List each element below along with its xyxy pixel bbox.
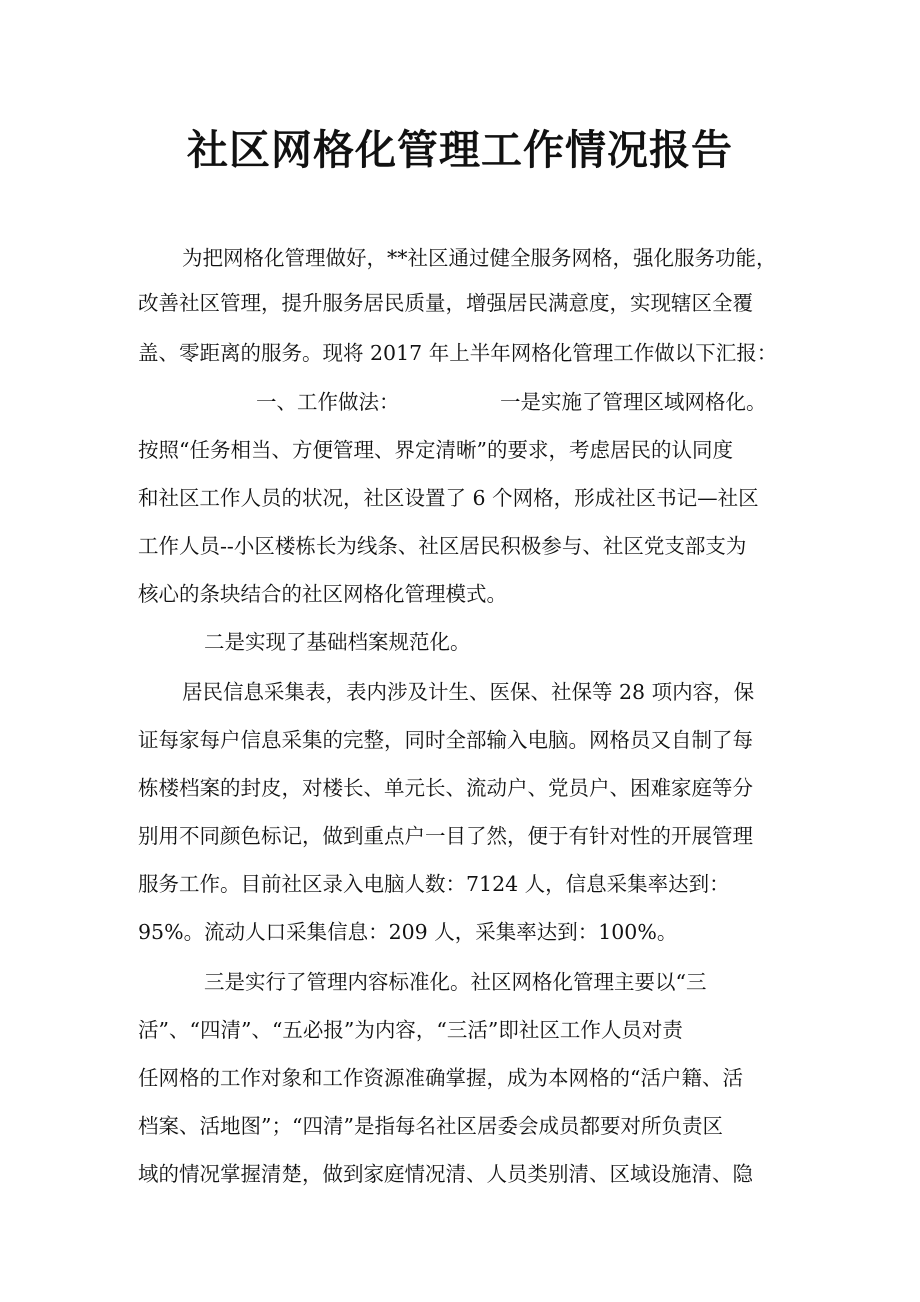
paragraph-line: 和社区工作人员的状况，社区设置了 6 个网格，形成社区书记—社区: [138, 486, 759, 510]
subsection-heading: 二是实现了基础档案规范化。: [204, 630, 471, 654]
paragraph-line: 核心的条块结合的社区网格化管理模式。: [138, 582, 507, 606]
paragraph-line: 别用不同颜色标记，做到重点户一目了然，便于有针对性的开展管理: [138, 824, 753, 848]
paragraph-line: 按照“任务相当、方便管理、界定清晰”的要求，考虑居民的认同度: [138, 438, 733, 462]
paragraph-line: 域的情况掌握清楚，做到家庭情况清、人员类别清、区域设施清、隐: [138, 1162, 753, 1186]
paragraph-line: 任网格的工作对象和工作资源准确掌握，成为本网格的“活户籍、活: [138, 1066, 743, 1090]
paragraph-line: 改善社区管理，提升服务居民质量，增强居民满意度，实现辖区全覆: [138, 291, 753, 315]
section-heading: 一、工作做法：: [256, 390, 400, 414]
paragraph-line: 为把网格化管理做好，**社区通过健全服务网格，强化服务功能，: [182, 246, 777, 270]
paragraph-line: 证每家每户信息采集的完整，同时全部输入电脑。网格员又自制了每: [138, 728, 753, 752]
paragraph-line: 栋楼档案的封皮，对楼长、单元长、流动户、党员户、困难家庭等分: [138, 776, 753, 800]
paragraph-line: 盖、零距离的服务。现将 2017 年上半年网格化管理工作做以下汇报：: [138, 341, 778, 365]
document-title: 社区网格化管理工作情况报告: [187, 126, 733, 174]
paragraph-line: 工作人员--小区楼栋长为线条、社区居民积极参与、社区党支部支为: [138, 534, 747, 558]
paragraph-line: 95%。流动人口采集信息：209 人，采集率达到：100%。: [138, 920, 678, 944]
paragraph-line: 服务工作。目前社区录入电脑人数：7124 人，信息采集率达到：: [138, 872, 730, 896]
paragraph-line: 居民信息采集表，表内涉及计生、医保、社保等 28 项内容，保: [182, 680, 755, 704]
paragraph-line: 档案、活地图”；“四清”是指每名社区居委会成员都要对所负责区: [138, 1114, 723, 1138]
subsection-heading: 一是实施了管理区域网格化。: [500, 390, 767, 414]
paragraph-line: 活”、“四清”、“五必报”为内容，“三活”即社区工作人员对责: [138, 1018, 683, 1042]
subsection-heading: 三是实行了管理内容标准化。社区网格化管理主要以“三: [204, 970, 707, 994]
